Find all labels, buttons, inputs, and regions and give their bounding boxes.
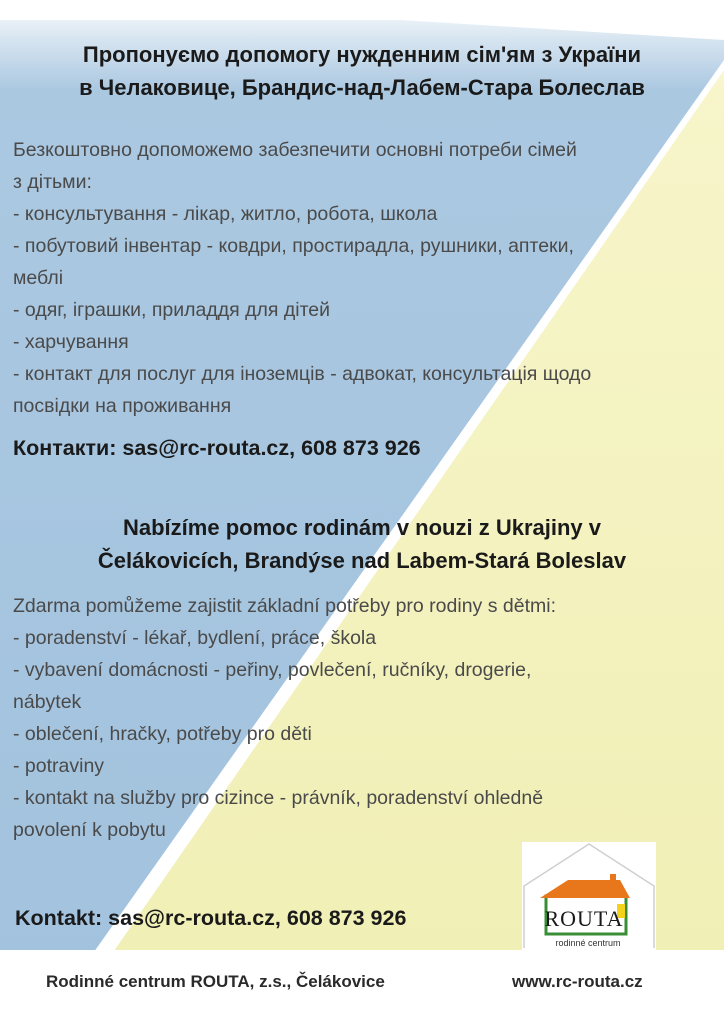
ukrainian-line: - консультування - лікар, житло, робота, школа [13,203,438,225]
czech-line: - vybavení domácnosti - peřiny, povlečení, ručníky, drogerie, [13,659,532,681]
footer-organization: Rodinné centrum ROUTA, z.s., Čelákovice [46,972,385,991]
czech-title [0,511,724,577]
czech-title-line2: Čelákovicích, Brandýse nad Labem-Stará Boleslav [97,548,627,573]
czech-line: - kontakt na služby pro cizince - právník, poradenství ohledně [13,787,544,809]
ukrainian-line: меблі [13,267,64,289]
logo-wordmark: ROUTA [544,906,624,931]
logo-subtitle: rodinné centrum [555,938,621,948]
ukrainian-line: посвідки на проживання [13,395,232,417]
ukrainian-title-line2: в Челаковице, Брандис-над-Лабем-Стара Болеслав [79,75,645,100]
footer [0,950,724,1024]
ukrainian-body [13,134,713,422]
czech-line: - oblečení, hračky, potřeby pro děti [13,723,312,745]
czech-line: - potraviny [13,755,105,777]
ukrainian-line: Безкоштовно допоможемо забезпечити основні потреби сімей [13,139,577,161]
ukrainian-line: - побутовий інвентар - ковдри, простирадла, рушники, аптеки, [13,235,574,257]
ukrainian-title [0,38,724,104]
czech-body [13,590,713,846]
footer-website[interactable]: www.rc-routa.cz [512,972,643,991]
czech-line: povolení k pobytu [13,819,166,841]
czech-line: Zdarma pomůžeme zajistit základní potřeby pro rodiny s dětmi: [13,595,556,617]
czech-title-line1: Nabízíme pomoc rodinám v nouzi z Ukrajiny v [123,515,601,540]
ukrainian-line: - харчування [13,331,129,353]
czech-contact: Kontakt: sas@rc-routa.cz, 608 873 926 [15,906,407,930]
ukrainian-contact: Контакти: sas@rc-routa.cz, 608 873 926 [13,436,421,460]
routa-logo [522,842,656,950]
ukrainian-line: - одяг, іграшки, приладдя для дітей [13,299,331,321]
czech-line: nábytek [13,691,82,713]
czech-line: - poradenství - lékař, bydlení, práce, škola [13,627,377,649]
ukrainian-line: - контакт для послуг для іноземців - адвокат, консультація щодо [13,363,592,385]
ukrainian-line: з дітьми: [13,171,92,193]
ukrainian-title-line1: Пропонуємо допомогу нужденним сім'ям з України [82,42,642,67]
